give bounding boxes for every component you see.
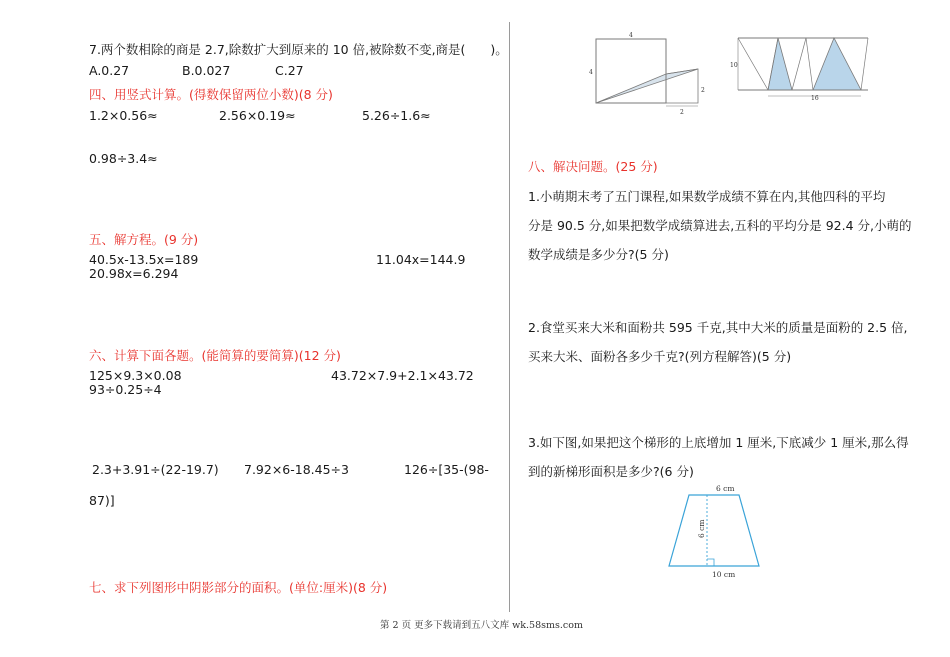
label-height: 6 cm [697, 519, 706, 538]
problem-1-line-3: 数学成绩是多少分?(5 分) [528, 247, 669, 262]
label-right: 2 [701, 87, 705, 94]
label-left: 4 [589, 69, 593, 76]
section-8-title: 八、解决问题。(25 分) [528, 159, 658, 174]
left-edge [738, 38, 768, 90]
section-6-item-2: 43.72×7.9+2.1×43.72 [331, 368, 474, 383]
section-6-item-6: 126÷[35-(98- [404, 462, 489, 477]
unshaded-edge [806, 38, 813, 90]
section-6-item-1: 125×9.3×0.08 [89, 368, 182, 383]
section-7-title: 七、求下列图形中阴影部分的面积。(单位:厘米)(8 分) [89, 580, 388, 595]
section-6-item-5: 7.92×6-18.45÷3 [244, 462, 349, 477]
section-6-item-7: 87)] [89, 493, 115, 508]
problem-1-line-1: 1.小萌期末考了五门课程,如果数学成绩不算在内,其他四科的平均 [528, 189, 886, 204]
section-5-item-3: 20.98x=6.294 [89, 266, 179, 281]
figure-triangles [728, 34, 878, 102]
section-5-title: 五、解方程。(9 分) [89, 232, 199, 247]
problem-2-line-1: 2.食堂买来大米和面粉共 595 千克,其中大米的质量是面粉的 2.5 倍, [528, 320, 908, 335]
section-5-item-1: 40.5x-13.5x=189 [89, 252, 199, 267]
figure-rectangle-triangle [584, 30, 704, 116]
right-angle-mark [707, 559, 714, 566]
section-6-item-4: 2.3+3.91÷(22-19.7) [92, 462, 219, 477]
section-4-item-2: 2.56×0.19≈ [219, 108, 296, 123]
right-edge [861, 38, 868, 90]
page-footer: 第 2 页 更多下载请到五八文库 wk.58sms.com [380, 620, 583, 631]
question-7-option-a: A.0.27 [89, 63, 130, 78]
trapezoid-outline [669, 495, 759, 566]
unshaded-edge [792, 38, 806, 90]
section-6-title: 六、计算下面各题。(能简算的要简算)(12 分) [89, 348, 341, 363]
section-4-item-4: 0.98÷3.4≈ [89, 151, 158, 166]
section-4-item-1: 1.2×0.56≈ [89, 108, 158, 123]
problem-2-line-2: 买来大米、面粉各多少千克?(列方程解答)(5 分) [528, 349, 792, 364]
label-height: 10 [730, 62, 738, 69]
label-bottom: 2 [680, 109, 684, 116]
question-7-text: 7.两个数相除的商是 2.7,除数扩大到原来的 10 倍,被除数不变,商是( )。 [89, 42, 508, 57]
trapezoid-figure [660, 482, 770, 580]
problem-3-line-1: 3.如下图,如果把这个梯形的上底增加 1 厘米,下底减少 1 厘米,那么得 [528, 435, 909, 450]
problem-3-line-2: 到的新梯形面积是多少?(6 分) [528, 464, 694, 479]
label-top-base: 6 cm [716, 484, 735, 493]
section-6-item-3: 93÷0.25÷4 [89, 382, 162, 397]
label-top: 4 [629, 32, 633, 39]
rectangle-outline [596, 39, 666, 103]
section-4-item-3: 5.26÷1.6≈ [362, 108, 431, 123]
label-bottom-base: 10 cm [712, 570, 736, 579]
label-base: 16 [811, 95, 819, 102]
column-divider [509, 22, 510, 612]
question-7-option-c: C.27 [275, 63, 304, 78]
problem-1-line-2: 分是 90.5 分,如果把数学成绩算进去,五科的平均分是 92.4 分,小萌的 [528, 218, 912, 233]
section-5-item-2: 11.04x=144.9 [376, 252, 466, 267]
shaded-triangle-left [768, 38, 792, 90]
shaded-triangle-right [813, 38, 861, 90]
section-4-title: 四、用竖式计算。(得数保留两位小数)(8 分) [89, 87, 333, 102]
question-7-option-b: B.0.027 [182, 63, 231, 78]
shaded-triangle [596, 69, 698, 103]
